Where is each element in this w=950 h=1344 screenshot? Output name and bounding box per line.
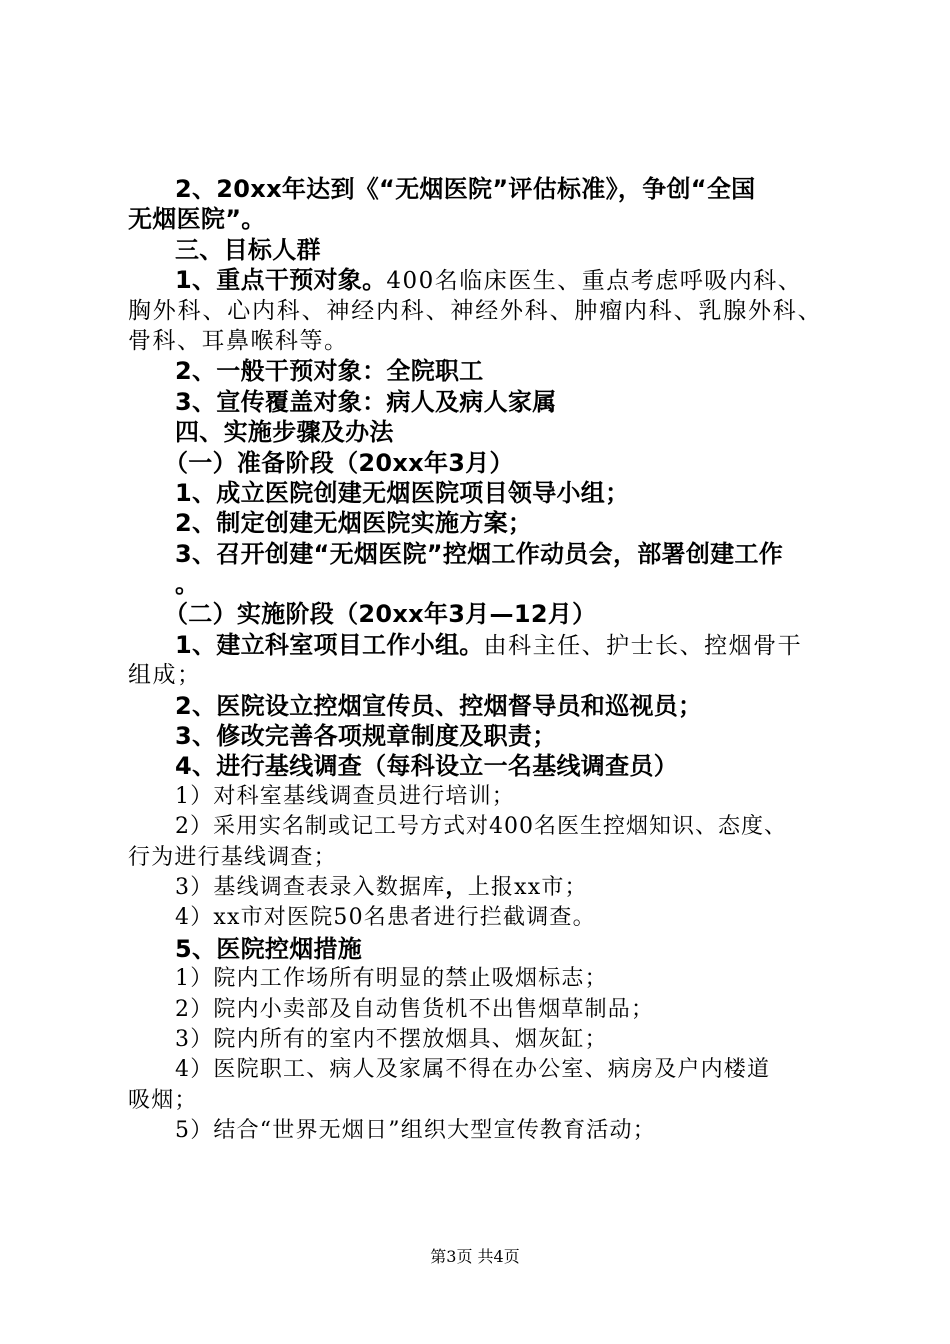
- text-line: 3、宣传覆盖对象：病人及病人家属: [175, 387, 557, 416]
- section-heading: 三、目标人群: [175, 235, 321, 264]
- text-line: [128, 873, 850, 903]
- page-footer: 第3页 共4页: [430, 1247, 520, 1266]
- text-line: 2、制定创建无烟医院实施方案；: [175, 509, 533, 538]
- text-line: 4）医院职工、病人及家属不得在办公室、病房及户内楼道: [175, 1057, 771, 1083]
- text-line: 吸烟；: [128, 1087, 198, 1113]
- text-span: 3）基线调查表录入数据库: [175, 874, 446, 900]
- text-line: 3）院内所有的室内不摆放烟具、烟灰缸；: [175, 1026, 608, 1052]
- text-line: 。: [175, 570, 200, 599]
- text-span: 1、重点干预对象。: [175, 266, 387, 295]
- text-line: 骨科、耳鼻喉科等。: [128, 327, 349, 354]
- section-heading: 四、实施步骤及办法: [175, 418, 394, 447]
- text-line: 5）结合“世界无烟日”组织大型宣传教育活动；: [175, 1118, 656, 1144]
- text-line: 2、一般干预对象：全院职工: [175, 357, 484, 386]
- text-span: 1、建立科室项目工作小组。: [175, 630, 484, 659]
- text-line: 组成；: [128, 662, 202, 689]
- subsection-heading: （一）准备阶段（20xx年3月）: [164, 448, 514, 477]
- text-line: 3、修改完善各项规章制度及职责；: [175, 722, 557, 751]
- text-line: 1）对科室基线调查员进行培训；: [175, 783, 515, 809]
- text-line: 1）院内工作场所有明显的禁止吸烟标志；: [175, 966, 608, 992]
- text-line: 2、20xx年达到《“无烟医院”评估标准》，争创“全国: [175, 175, 756, 203]
- document-body: [128, 174, 850, 1147]
- text-line: 5、医院控烟措施: [175, 934, 363, 963]
- text-line: 3、召开创建“无烟医院”控烟工作动员会，部署创建工作: [175, 539, 784, 568]
- text-line: 4、进行基线调查（每科设立一名基线调查员）: [175, 752, 678, 781]
- text-span: 由科主任、护士长、控烟骨干: [483, 632, 803, 659]
- text-line: 2、医院设立控烟宣传员、控烟督导员和巡视员；: [175, 691, 703, 720]
- text-line: [128, 630, 850, 660]
- text-line: 胸外科、心内科、神经内科、神经外科、肿瘤内科、乳腺外科、: [128, 297, 823, 324]
- subsection-heading: （二）实施阶段（20xx年3月—12月）: [164, 600, 597, 629]
- text-line: [128, 265, 850, 295]
- text-line: 2）采用实名制或记工号方式对400名医生控烟知识、态度、: [175, 814, 787, 840]
- text-span: 上报xx市；: [467, 874, 588, 900]
- text-line: 无烟医院”。: [128, 205, 266, 234]
- text-span: ，: [445, 874, 468, 900]
- text-line: 1、成立医院创建无烟医院项目领导小组；: [175, 478, 630, 507]
- text-line: 2）院内小卖部及自动售货机不出售烟草制品；: [175, 996, 655, 1022]
- text-span: 400名临床医生、重点考虑呼吸内科、: [386, 268, 803, 295]
- text-line: 行为进行基线调查；: [128, 844, 337, 870]
- text-line: 4）xx市对医院50名患者进行拦截调查。: [175, 905, 596, 931]
